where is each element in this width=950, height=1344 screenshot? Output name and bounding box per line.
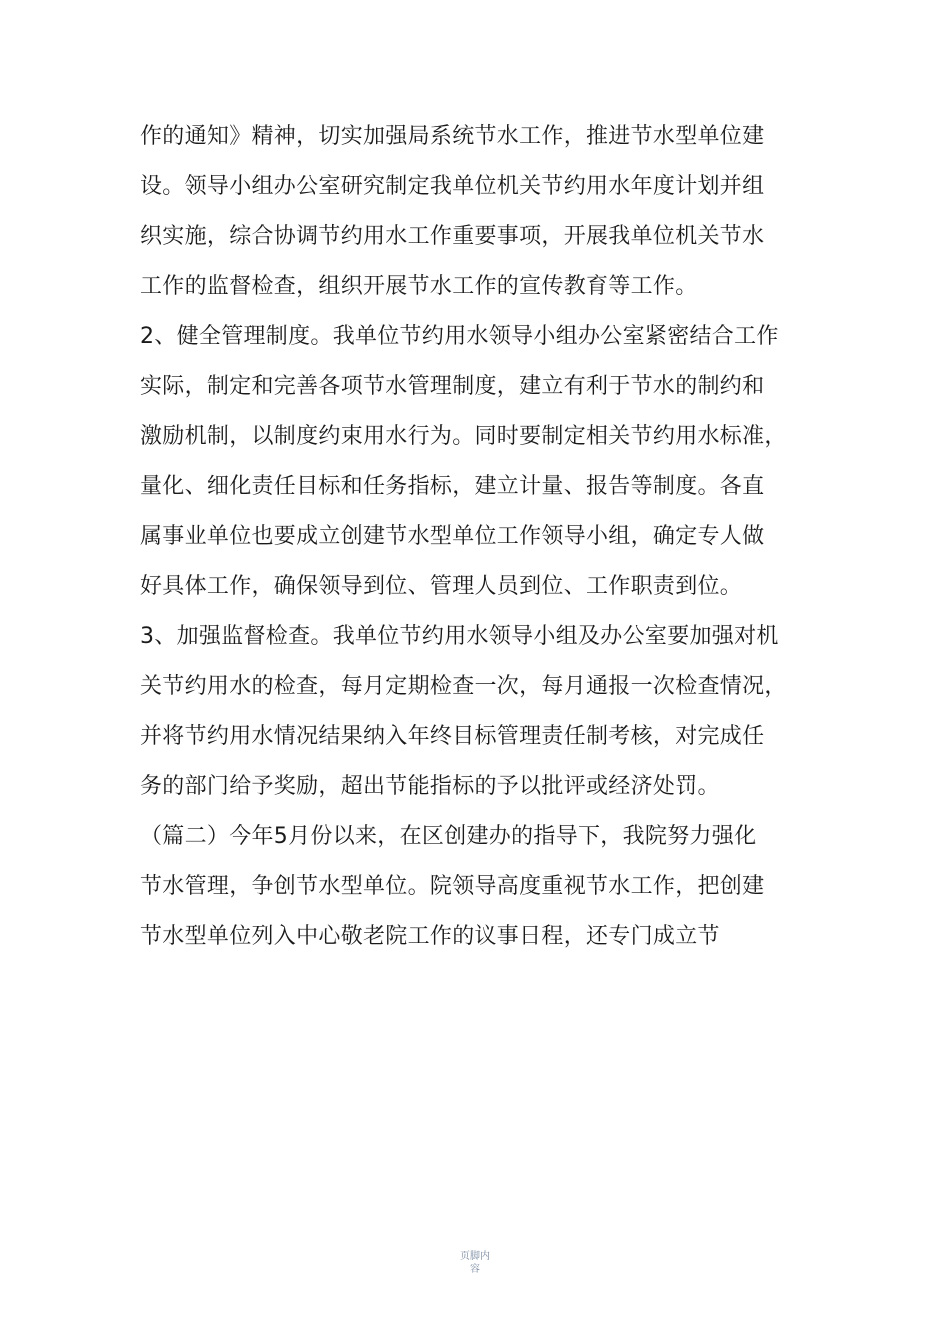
body-text <box>140 112 820 962</box>
text-line: （篇二）今年5月份以来，在区创建办的指导下，我院努力强化 <box>140 824 757 849</box>
text-line: 属事业单位也要成立创建节水型单位工作领导小组，确定专人做 <box>140 524 765 549</box>
page-footer <box>0 1250 950 1276</box>
footer-line: 页脚内 <box>460 1251 490 1262</box>
text-line: 量化、细化责任目标和任务指标，建立计量、报告等制度。各直 <box>140 474 765 499</box>
text-line: 节水型单位列入中心敬老院工作的议事日程，还专门成立节 <box>140 924 720 949</box>
text-line: 3、加强监督检查。我单位节约用水领导小组及办公室要加强对机 <box>140 624 779 649</box>
text-line: 织实施，综合协调节约用水工作重要事项，开展我单位机关节水 <box>140 224 765 249</box>
text-line: 务的部门给予奖励，超出节能指标的予以批评或经济处罚。 <box>140 774 720 799</box>
text-line: 工作的监督检查，组织开展节水工作的宣传教育等工作。 <box>140 274 698 299</box>
text-line: 实际，制定和完善各项节水管理制度，建立有利于节水的制约和 <box>140 374 765 399</box>
text-line: 关节约用水的检查，每月定期检查一次，每月通报一次检查情况， <box>140 674 787 699</box>
footer-line: 容 <box>470 1264 480 1275</box>
text-line: 激励机制，以制度约束用水行为。同时要制定相关节约用水标准， <box>140 424 787 449</box>
text-line: 节水管理，争创节水型单位。院领导高度重视节水工作，把创建 <box>140 874 765 899</box>
text-line: 好具体工作，确保领导到位、管理人员到位、工作职责到位。 <box>140 574 743 599</box>
text-line: 设。领导小组办公室研究制定我单位机关节约用水年度计划并组 <box>140 174 765 199</box>
text-line: 作的通知》精神，切实加强局系统节水工作，推进节水型单位建 <box>140 124 765 149</box>
text-line: 并将节约用水情况结果纳入年终目标管理责任制考核，对完成任 <box>140 724 765 749</box>
text-line: 2、健全管理制度。我单位节约用水领导小组办公室紧密结合工作 <box>140 324 779 349</box>
